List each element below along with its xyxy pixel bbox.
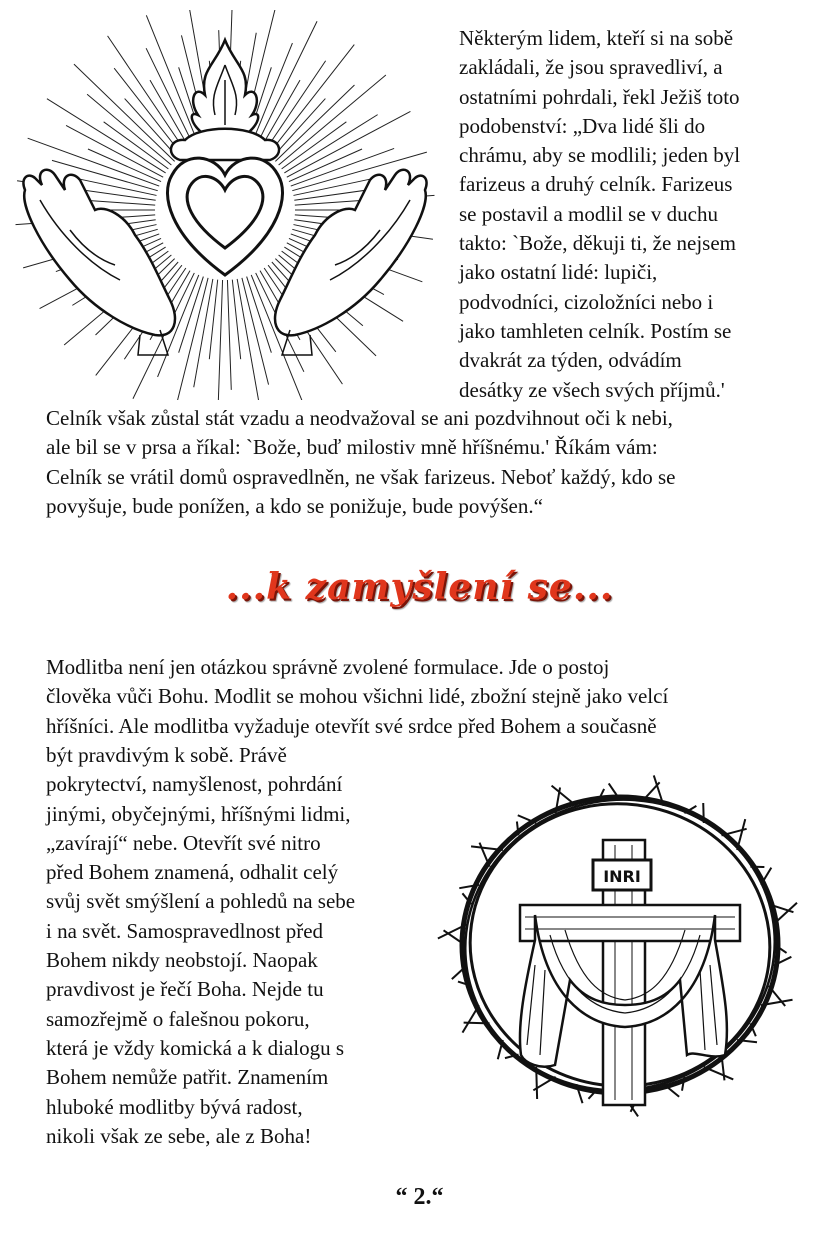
text-line: podvodníci, cizoložníci nebo i	[459, 289, 714, 314]
parable-text-full	[46, 404, 675, 521]
text-line: takto: `Bože, děkuji ti, že nejsem	[459, 231, 736, 256]
ray-line	[146, 48, 194, 147]
text-line: člověka vůči Bohu. Modlit se mohou všichni lidé, zbožní stejně jako velcí	[46, 684, 669, 709]
reflection-text-full	[46, 653, 668, 741]
text-line: ostatními pohrdali, řekl Ježiš toto	[459, 84, 740, 109]
ray-line	[275, 85, 354, 161]
ray-line	[256, 21, 317, 147]
text-line: „zavírají“ nebe. Otevřít své nitro	[46, 830, 321, 855]
text-line: pokrytectví, namyšlenost, pohrdání	[46, 772, 343, 797]
cross-crown-of-thorns-illustration	[425, 765, 815, 1125]
inri-sign: INRI	[603, 867, 641, 886]
text-line: podobenství: „Dva lidé šli do	[459, 113, 706, 138]
text-line: i na svět. Samospravedlnost před	[46, 918, 324, 943]
text-line: zakládali, že jsou spravedliví, a	[459, 55, 723, 80]
text-line: hříšníci. Ale modlitba vyžaduje otevřít své srdce před Bohem a současně	[46, 713, 657, 738]
text-line: která je vždy komická a k dialogu s	[46, 1035, 344, 1060]
ray-line	[146, 15, 198, 145]
text-line: Některým lidem, kteří si na sobě	[459, 26, 734, 50]
ray-line	[264, 61, 326, 152]
text-line: jako ostatní lidé: lupiči,	[459, 260, 658, 285]
thorn	[462, 1005, 479, 1032]
thorn	[479, 843, 489, 867]
text-line: chrámu, aby se modlili; jeden byl	[459, 143, 741, 168]
text-line: ale bil se v prsa a říkal: `Bože, buď milostiv mně hříšnému.' Říkám vám:	[46, 435, 658, 460]
thorn	[704, 1067, 733, 1079]
ray-line	[289, 149, 362, 182]
text-line: být pravdivým k sobě. Právě	[46, 743, 287, 767]
sacred-heart-hands-illustration	[10, 10, 440, 400]
text-line: povyšuje, bude ponížen, a kdo se ponižuje, bude povýšen.“	[46, 493, 543, 518]
ray-line	[284, 115, 377, 173]
text-line: se postavil a modlil se v duchu	[459, 201, 718, 226]
thorn	[703, 803, 704, 823]
text-line: jako tamhleten celník. Postím se	[459, 318, 732, 343]
text-line: Bohem nikdy neobstojí. Naopak	[46, 948, 318, 973]
ray-line	[237, 279, 261, 400]
ray-line	[174, 278, 208, 400]
text-line: Bohem nemůže patřit. Znamením	[46, 1065, 329, 1090]
thorn	[552, 786, 577, 806]
text-line: samozřejmě o falešnou pokoru,	[46, 1006, 310, 1031]
ray-line	[227, 280, 231, 390]
text-line: svůj svět smýšlení a pohledů na sebe	[46, 889, 356, 914]
text-line: Celník však zůstal stát vzadu a neodvažoval se ani pozdvihnout oči k nebi,	[46, 406, 673, 430]
text-line: hluboké modlitby bývá radost,	[46, 1094, 303, 1119]
text-line: před Bohem znamená, odhalit celý	[46, 860, 339, 885]
text-line: dvakrát za týden, odvádím	[459, 348, 682, 373]
thorn	[737, 819, 745, 850]
reflection-text-left	[46, 741, 355, 1151]
text-line: nikoli však ze sebe, ale z Boha!	[46, 1123, 312, 1148]
text-line: pravdivost je řečí Boha. Nejde tu	[46, 977, 324, 1002]
ray-line	[114, 68, 182, 155]
parable-text-right	[459, 24, 740, 405]
text-line: jinými, obyčejnými, hříšnými lidmi,	[46, 801, 351, 826]
thorn	[536, 1067, 537, 1099]
text-line: Modlitba není jen otázkou správně zvolené formulace. Jde o postoj	[46, 655, 610, 679]
ray-line	[88, 149, 161, 182]
text-line: desátky ze všech svých příjmů.'	[459, 377, 725, 402]
text-line: farizeus a druhý celník. Farizeus	[459, 172, 733, 197]
text-line: Celník se vrátil domů ospravedlněn, ne však farizeus. Neboť každý, kdo se	[46, 464, 676, 489]
ray-line	[218, 280, 223, 400]
reflection-heading: ...k zamyšlení se...	[225, 566, 614, 608]
page-number: “ 2.“	[395, 1184, 444, 1210]
